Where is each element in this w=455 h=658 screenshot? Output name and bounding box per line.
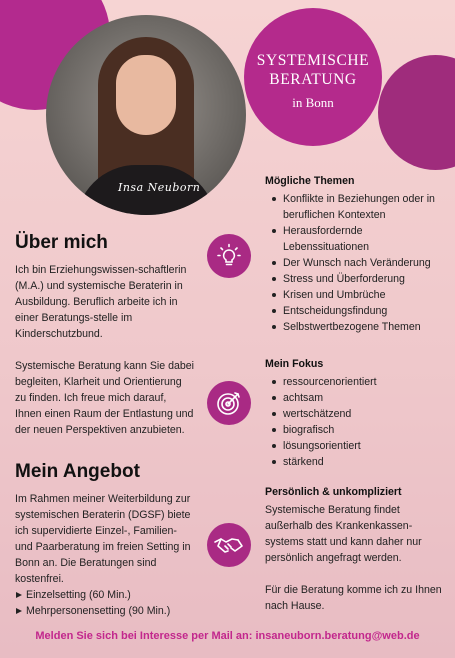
target-icon	[207, 381, 251, 425]
personal-paragraph-1: Systemische Beratung findet außerhalb des Krankenkassen-systems statt und kann daher nur persönlich angefragt werden.	[265, 504, 422, 564]
list-item: wertschätzend	[265, 406, 445, 422]
list-item: biografisch	[265, 422, 445, 438]
title-location: in Bonn	[292, 95, 334, 110]
list-item: Krisen und Umbrüche	[265, 287, 445, 303]
list-item: Mehrpersonensetting (90 Min.)	[15, 603, 195, 619]
about-heading: Über mich	[15, 232, 108, 253]
title-line2: BERATUNG	[269, 71, 357, 88]
list-item: Herausfordernde Lebenssituationen	[265, 223, 445, 255]
offer-paragraph: Im Rahmen meiner Weiterbildung zur systemischen Beraterin (DGSF) biete ich supervidierte Einzel-, Familien- und Paarberatung im freien Setting in Bonn an. Die Beratungen sind kostenfrei.	[15, 493, 191, 585]
signature: Insa Neuborn	[118, 181, 201, 194]
list-item: stärkend	[265, 454, 445, 470]
focus-section	[265, 358, 445, 470]
about-paragraph-1: Ich bin Erziehungswissen-schaftlerin (M.A.) und systemische Beraterin in Ausbildung. Beruflich arbeite ich in einer Beratungs-stelle im Kinderschutzbund.	[15, 264, 187, 340]
list-item: Stress und Überforderung	[265, 271, 445, 287]
lightbulb-icon	[207, 234, 251, 278]
list-item: achtsam	[265, 390, 445, 406]
topics-section	[265, 175, 445, 335]
title-badge	[244, 8, 382, 146]
about-paragraph-2: Systemische Beratung kann Sie dabei begleiten, Klarheit und Orientierung zu finden. Ich freue mich darauf, Ihnen einen Raum der Entlastung und der neuen Perspektiven anzubieten.	[15, 360, 195, 436]
offer-heading: Mein Angebot	[15, 461, 140, 482]
list-item: Selbstwertbezogene Themen	[265, 319, 445, 335]
title-line1: SYSTEMISCHE	[256, 52, 370, 69]
list-item: ressourcenorientiert	[265, 374, 445, 390]
focus-list	[265, 374, 445, 470]
list-item: Konflikte in Beziehungen oder in beruflichen Kontexten	[265, 191, 445, 223]
personal-section	[265, 486, 445, 614]
personal-heading: Persönlich & unkompliziert	[265, 486, 402, 498]
list-item: Entscheidungsfindung	[265, 303, 445, 319]
about-section	[15, 232, 195, 438]
topics-list	[265, 191, 445, 335]
handshake-icon	[207, 523, 251, 567]
list-item: Der Wunsch nach Veränderung	[265, 255, 445, 271]
offer-section	[15, 461, 195, 619]
list-item: Einzelsetting (60 Min.)	[15, 587, 195, 603]
personal-paragraph-2: Für die Beratung komme ich zu Ihnen nach Hause.	[265, 584, 442, 612]
list-item: lösungsorientiert	[265, 438, 445, 454]
decorative-circle-right	[378, 55, 455, 170]
offer-list	[15, 587, 195, 619]
contact-footer: Melden Sie sich bei Interesse per Mail an: insaneuborn.beratung@web.de	[35, 630, 420, 642]
topics-heading: Mögliche Themen	[265, 175, 355, 187]
focus-heading: Mein Fokus	[265, 358, 324, 370]
